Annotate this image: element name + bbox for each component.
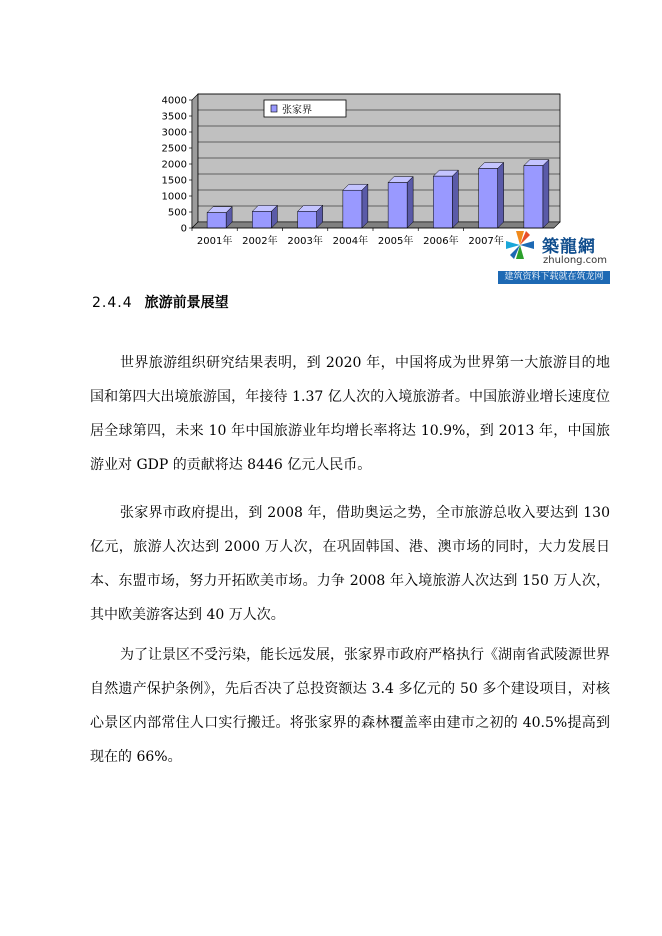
x-tick-label: 2004年 bbox=[332, 236, 369, 247]
paragraph-city-goals: 张家界市政府提出，到 2008 年，借助奥运之势，全市旅游总收入要达到 130 亿元，旅游人次达到 2000 万人次，在巩固韩国、港、澳市场的同时，大力发展日本、东盟市场，努力开拓欧美市场。力争 2008 年入境旅游人次达到 150 万人次，其中欧美游客达到 40 万人次。 bbox=[90, 505, 610, 623]
x-tick-label: 2002年 bbox=[242, 236, 278, 247]
x-tick-label: 2003年 bbox=[287, 236, 323, 247]
data-bar bbox=[298, 205, 323, 228]
data-bar bbox=[433, 170, 458, 228]
watermark-site: zhulong.com bbox=[543, 255, 608, 266]
bar-front bbox=[207, 213, 226, 228]
y-tick-label: 2000 bbox=[161, 159, 187, 171]
bar-front bbox=[524, 166, 543, 228]
bar-side bbox=[543, 160, 549, 228]
bar-side bbox=[362, 184, 368, 228]
bar-front bbox=[298, 211, 317, 228]
section-title: 旅游前景展望 bbox=[144, 295, 229, 311]
bar-side bbox=[407, 177, 413, 228]
data-bar bbox=[479, 162, 504, 228]
bar-side bbox=[452, 170, 458, 228]
zhulong-pinwheel-icon bbox=[506, 231, 534, 259]
x-tick-label: 2001年 bbox=[196, 236, 233, 247]
legend-swatch bbox=[271, 105, 277, 112]
y-tick-label: 4000 bbox=[161, 95, 187, 107]
bar-front bbox=[388, 183, 407, 228]
watermark-name: 築龍網 bbox=[542, 237, 596, 257]
paragraph-protection: 为了让景区不受污染，能长远发展，张家界市政府严格执行《湖南省武陵源世界自然遗产保护条例》，先后否决了总投资额达 3.4 多亿元的 50 多个建设项目，对核心景区内部常住人口实行搬迁。将张家界的森林覆盖率由建市之初的 40.5%提高到现在的 66%。 bbox=[90, 647, 610, 765]
data-bar bbox=[343, 184, 368, 228]
y-tick-label: 3500 bbox=[161, 111, 187, 123]
chart-side-wall bbox=[192, 94, 198, 228]
y-tick-label: 500 bbox=[167, 207, 187, 219]
x-tick-label: 2006年 bbox=[423, 236, 459, 247]
bar-front bbox=[252, 211, 271, 228]
data-bar bbox=[388, 177, 413, 228]
bar-front bbox=[479, 168, 498, 228]
watermark-tagline: 建筑资料下载就在筑龙网 bbox=[498, 271, 610, 284]
data-bar bbox=[252, 205, 277, 228]
data-bar bbox=[207, 207, 232, 228]
section-number: 2.4.4 bbox=[92, 295, 133, 311]
bar-front bbox=[433, 176, 452, 228]
y-tick-label: 1000 bbox=[161, 191, 187, 203]
y-tick-label: 0 bbox=[180, 223, 187, 235]
y-tick-label: 1500 bbox=[161, 175, 187, 187]
y-tick-label: 3000 bbox=[161, 127, 187, 139]
section-heading bbox=[92, 292, 229, 312]
legend-label: 张家界 bbox=[282, 105, 312, 116]
y-tick-label: 2500 bbox=[161, 143, 187, 155]
bar-front bbox=[343, 190, 362, 228]
x-tick-label: 2005年 bbox=[377, 236, 414, 247]
chart-legend bbox=[264, 100, 346, 117]
x-tick-label: 2007年 bbox=[468, 236, 504, 247]
paragraph-outlook: 世界旅游组织研究结果表明，到 2020 年，中国将成为世界第一大旅游目的地国和第四大出境旅游国，年接待 1.37 亿人次的入境旅游者。中国旅游业增长速度位居全球第四，未来 10 年中国旅游业年均增长率将达 10.9%，到 2013 年，中国旅游业对 GDP 的贡献将达 8446 亿元人民币。 bbox=[90, 355, 610, 473]
bar-side bbox=[498, 162, 504, 228]
data-bar bbox=[524, 160, 549, 228]
